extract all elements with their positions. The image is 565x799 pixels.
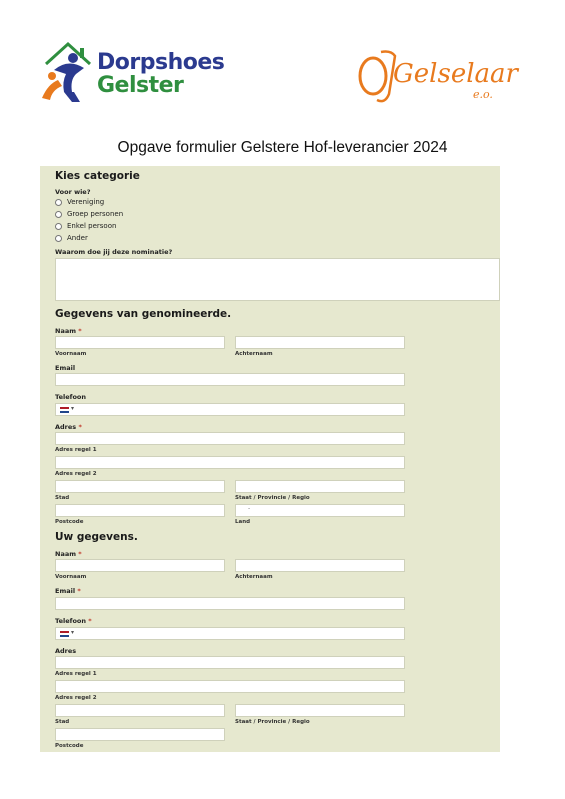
nl-flag-icon[interactable] xyxy=(60,407,69,413)
nominee-first-name-input[interactable] xyxy=(55,336,225,349)
radio-enkel-persoon[interactable] xyxy=(55,221,116,231)
house-people-icon xyxy=(40,40,96,106)
gelselaar-logo xyxy=(355,40,518,108)
radio-circle-icon[interactable] xyxy=(55,211,62,218)
category-heading: Kies categorie xyxy=(55,170,140,182)
nominee-name-label: Naam * xyxy=(55,327,82,335)
nominee-first-name-sublabel: Voornaam xyxy=(55,351,87,357)
form-panel xyxy=(40,166,500,752)
you-phone-input[interactable] xyxy=(55,627,405,640)
nominee-city-input[interactable] xyxy=(55,480,225,493)
radio-label: Vereniging xyxy=(67,198,105,206)
radio-vereniging[interactable] xyxy=(55,197,104,207)
radio-circle-icon[interactable] xyxy=(55,223,62,230)
you-email-label: Email * xyxy=(55,587,81,595)
nominee-address-line2-input[interactable] xyxy=(55,456,405,469)
nominee-state-sublabel: Staat / Provincie / Regio xyxy=(235,495,310,501)
you-phone-label: Telefoon * xyxy=(55,617,92,625)
you-postcode-sublabel: Postcode xyxy=(55,743,84,749)
you-email-input[interactable] xyxy=(55,597,405,610)
why-textarea[interactable] xyxy=(55,258,500,301)
nominee-heading: Gegevens van genomineerde. xyxy=(55,308,232,320)
you-first-name-sublabel: Voornaam xyxy=(55,574,87,580)
you-last-name-sublabel: Achternaam xyxy=(235,574,273,580)
nominee-email-input[interactable] xyxy=(55,373,405,386)
brand-name-line1: Dorpshoes xyxy=(97,50,225,75)
you-address-line2-sublabel: Adres regel 2 xyxy=(55,695,97,701)
required-mark: * xyxy=(88,617,92,625)
radio-circle-icon[interactable] xyxy=(55,235,62,242)
nominee-phone-label: Telefoon xyxy=(55,393,87,401)
you-address-line2-input[interactable] xyxy=(55,680,405,693)
radio-groep-personen[interactable] xyxy=(55,209,123,219)
radio-ander[interactable] xyxy=(55,233,88,243)
country-value: - xyxy=(248,505,251,512)
you-last-name-input[interactable] xyxy=(235,559,405,572)
nominee-address-label: Adres * xyxy=(55,423,82,431)
gelselaar-sub-text: e.o. xyxy=(473,88,493,101)
nominee-email-label: Email xyxy=(55,364,76,372)
ovg-monogram-icon xyxy=(355,40,518,108)
you-address-label: Adres xyxy=(55,647,77,655)
required-mark: * xyxy=(77,587,81,595)
required-mark: * xyxy=(78,423,82,431)
nominee-address-line1-sublabel: Adres regel 1 xyxy=(55,447,97,453)
nominee-last-name-input[interactable] xyxy=(235,336,405,349)
chevron-down-icon[interactable]: ▾ xyxy=(71,405,75,412)
you-name-label: Naam * xyxy=(55,550,82,558)
gelselaar-text: Gelselaar xyxy=(393,59,518,89)
nominee-postcode-sublabel: Postcode xyxy=(55,519,84,525)
radio-circle-icon[interactable] xyxy=(55,199,62,206)
brand-name-line2: Gelster xyxy=(97,73,184,98)
required-mark: * xyxy=(78,550,82,558)
nominee-address-line2-sublabel: Adres regel 2 xyxy=(55,471,97,477)
nominee-last-name-sublabel: Achternaam xyxy=(235,351,273,357)
required-mark: * xyxy=(78,327,82,335)
you-first-name-input[interactable] xyxy=(55,559,225,572)
you-postcode-input[interactable] xyxy=(55,728,225,741)
nominee-state-input[interactable] xyxy=(235,480,405,493)
you-address-line1-sublabel: Adres regel 1 xyxy=(55,671,97,677)
nominee-city-sublabel: Stad xyxy=(55,495,70,501)
nominee-postcode-input[interactable] xyxy=(55,504,225,517)
nominee-address-line1-input[interactable] xyxy=(55,432,405,445)
you-heading: Uw gegevens. xyxy=(55,531,138,543)
you-state-input[interactable] xyxy=(235,704,405,717)
you-city-input[interactable] xyxy=(55,704,225,717)
dorpshoes-logo xyxy=(40,40,240,106)
radio-label: Ander xyxy=(67,234,88,242)
you-city-sublabel: Stad xyxy=(55,719,70,725)
nominee-country-select[interactable] xyxy=(235,504,405,517)
nominee-phone-input[interactable] xyxy=(55,403,405,416)
page-title: Opgave formulier Gelstere Hof-leverancier 2024 xyxy=(117,139,448,156)
why-label: Waarom doe jij deze nominatie? xyxy=(55,248,173,256)
nominee-country-sublabel: Land xyxy=(235,519,251,525)
chevron-down-icon[interactable]: ▾ xyxy=(71,629,75,636)
radio-label: Groep personen xyxy=(67,210,124,218)
radio-label: Enkel persoon xyxy=(67,222,117,230)
you-state-sublabel: Staat / Provincie / Regio xyxy=(235,719,310,725)
for-who-label: Voor wie? xyxy=(55,188,91,196)
nl-flag-icon[interactable] xyxy=(60,631,69,637)
you-address-line1-input[interactable] xyxy=(55,656,405,669)
